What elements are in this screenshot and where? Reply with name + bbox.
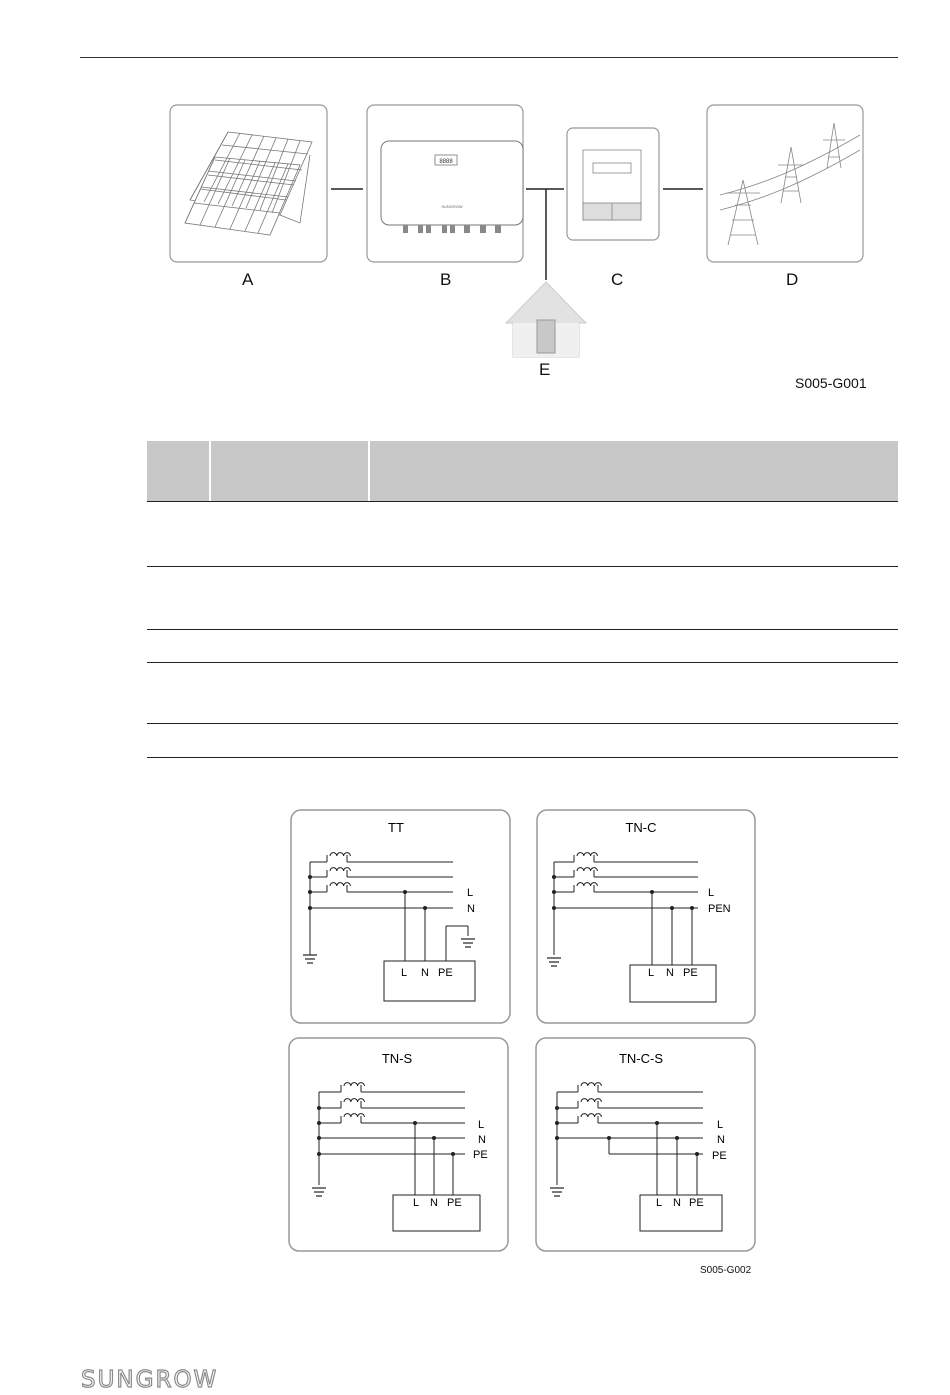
line-label: L (478, 1119, 485, 1131)
terminal-label: N (673, 1197, 681, 1209)
terminal-label: L (648, 967, 655, 979)
label-b: B (440, 270, 452, 289)
line-label: N (717, 1134, 725, 1146)
sungrow-logo: SUNGROW (81, 1367, 219, 1393)
pv-system-diagram (160, 95, 880, 395)
house-icon (506, 282, 586, 357)
table-row-line (147, 723, 898, 724)
box-d (707, 105, 863, 262)
terminal-label: N (421, 967, 429, 979)
inverter-brand: SUNGROW (441, 204, 463, 209)
table-header (147, 441, 898, 501)
label-e: E (539, 360, 551, 379)
line-label: PEN (708, 903, 731, 915)
terminal-label: PE (683, 967, 698, 979)
label-d: D (786, 270, 799, 289)
panel-tn-c-s (536, 1038, 755, 1251)
meter-icon (583, 150, 641, 220)
terminal-label: N (430, 1197, 438, 1209)
terminal-label: PE (689, 1197, 704, 1209)
terminal-label: L (401, 967, 408, 979)
line-label: L (708, 887, 715, 899)
panel-title: TN-C (625, 820, 657, 835)
line-label: PE (473, 1149, 488, 1161)
panel-title: TN-C-S (618, 1051, 664, 1066)
line-label: L (467, 887, 474, 899)
line-label: N (467, 903, 475, 915)
grounding-systems-diagram (285, 805, 765, 1260)
terminal-label: N (666, 967, 674, 979)
terminal-label: L (413, 1197, 420, 1209)
label-a: A (242, 270, 254, 289)
panel-tn-c (537, 810, 755, 1023)
table-row-line (147, 757, 898, 758)
panel-title: TN-S (381, 1051, 413, 1066)
panel-tt (291, 810, 510, 1023)
table-row-line (147, 662, 898, 663)
table-header-separator (209, 441, 211, 501)
panel-tn-s (289, 1038, 508, 1251)
panel-title: TT (388, 820, 404, 835)
line-label: N (478, 1134, 486, 1146)
terminal-label: L (656, 1197, 663, 1209)
label-c: C (611, 270, 624, 289)
figure-code-1: S005-G001 (795, 375, 867, 391)
figure-code-2: S005-G002 (700, 1265, 752, 1276)
terminal-label: PE (438, 967, 453, 979)
table-row-line (147, 629, 898, 630)
header-rule (80, 57, 898, 58)
inverter-display: 8888 (439, 159, 453, 165)
inverter-icon (381, 141, 523, 233)
table-row-line (147, 566, 898, 567)
table-header-separator (368, 441, 370, 501)
line-label: L (717, 1119, 724, 1131)
terminal-label: PE (447, 1197, 462, 1209)
line-label: PE (712, 1150, 727, 1162)
table-row-line (147, 501, 898, 502)
